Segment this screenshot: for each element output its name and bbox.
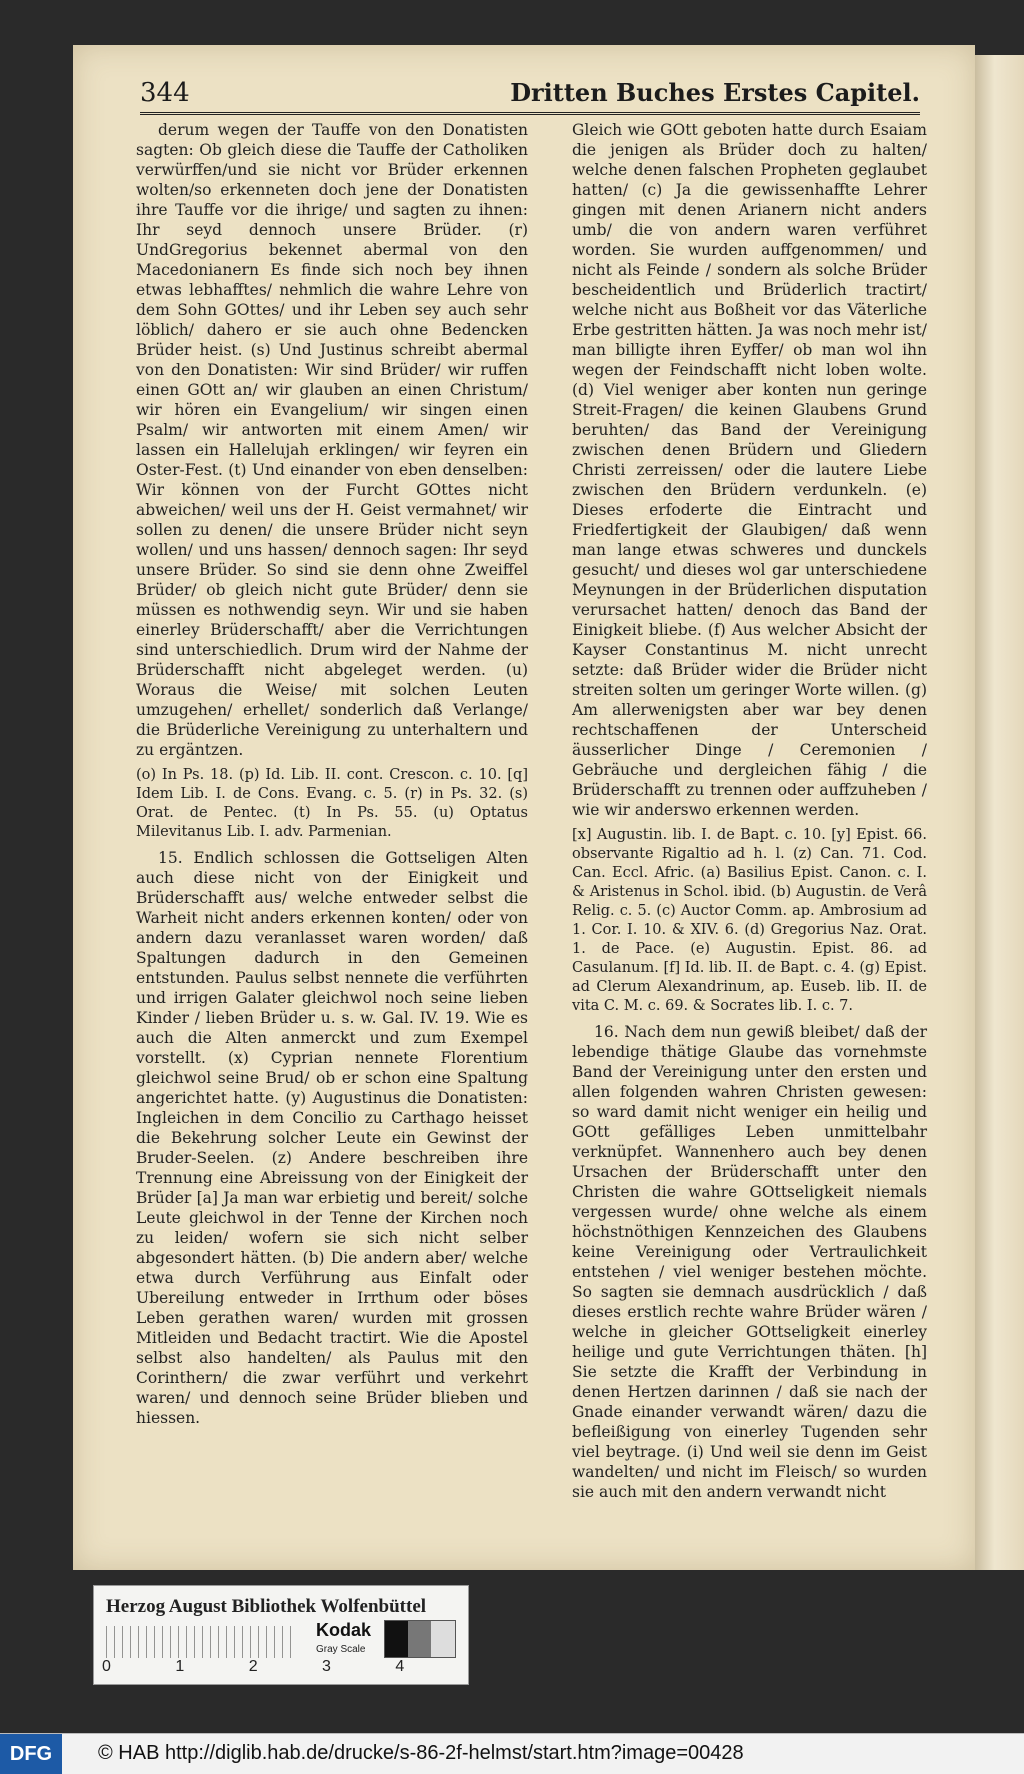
footer-bar (0, 1733, 1024, 1774)
paragraph: 15. Endlich schlossen die Gottseligen Alten auch diese nicht von der Einigkeit und Brüderschafft aus/ welche entweder selbst die Warheit nicht anders erkennen konten/ oder von andern dazu veranlasset waren worden/ daß Spaltungen dadurch in den Gemeinen entstunden. Paulus selbst nennete die verführten und irrigen Galater gleichwol noch seine lieben Kinder / lieben Brüder u. s. w. Gal. IV. 19. Wie es auch die Alten anmerckt und zum Exempel vorstellt. (x) Cyprian nennete Florentium gleichwol seine Brud/ ob er schon eine Spaltung angerichtet hatte. (y) Augustinus die Donatisten: Ingleichen in dem Concilio zu Carthago heisset die Bekehrung solcher Leute ein Gewinst der Bruder-Seelen. (z) Andere beschreiben ihre Trennung eine Abreissung von der Einigkeit der Brüder [a] Ja man war erbietig und bereit/ solche Leute gleichwol in der Tenne der Kirchen noch zu leiden/ wofern sie sich nicht selber abgesondert hätten. (b) Die andern aber/ welche etwa durch Verführung aus Einfalt oder Ubereilung entweder in Irrthum oder böses Leben gerathen waren/ wurden mit grossen Mitleiden und Bedacht tractirt. Wie die Apostel selbst also handelten/ als Paulus mit den Corinthern/ die zwar verführt und verkehrt waren/ und dennoch seine Brüder blieben und hiessen. (136, 849, 528, 1427)
right-text-column (572, 120, 927, 1501)
paragraph: Gleich wie GOtt geboten hatte durch Esaiam die jenigen als Brüder doch zu halten/ welche denen falschen Propheten geglaubet hatten/ (c) Ja die gewissenhaffte Lehrer gingen mit denen Arianern nicht anders umb/ die von andern waren verführet worden. Sie wurden auffgenommen/ und nicht als Feinde / sondern als solche Brüder bescheidentlich und Brüderlich tractirt/ welche nicht aus Boßheit vor das Väterliche Erbe gestritten hätten. Ja was noch mehr ist/ man billigte ihren Eyffer/ ob man wol ihn wegen der Feindschafft nicht loben wolte. (d) Viel weniger aber konten nun geringe Streit-Fragen/ die keinen Glaubens Grund beruhten/ das Band der Vereinigung zwischen denen Brüdern und Gliedern Christi zerreissen/ oder die lautere Liebe zwischen den Brüdern verdunkeln. (e) Dieses erfoderte die Eintracht und Friedfertigkeit der Glaubigen/ daß wenn man lange etwas schweres und dunckels gesucht/ und dieses wol gar unterschiedene Meynungen in der Brüderlichen disputation verursachet hatten/ denoch das Band der Einigkeit bliebe. (f) Aus welcher Absicht der Kayser Constantinus M. nicht unrecht setzte: daß Brüder wider die Brüder nicht streiten solten um geringer Worte willen. (g) Am allerwenigsten aber war bey denen rechtschaffenen der Unterscheid äusserlicher Dinge / Ceremonien / Gebräuche und dergleichen fähig / die Brüderschafft zu trennen oder auffzuheben / wie wir anderswo erkennen werden. (572, 121, 927, 819)
grayscale-swatch (384, 1620, 456, 1658)
ruler-numbers: 0 1 2 3 4 (102, 1658, 435, 1675)
measurement-ruler (106, 1626, 296, 1658)
kodak-logo: Kodak (316, 1620, 372, 1640)
library-color-card (93, 1585, 469, 1685)
page-number: 344 (140, 78, 190, 108)
grayscale-label: Gray Scale (316, 1644, 366, 1655)
running-title: Dritten Buches Erstes Capitel. (510, 78, 920, 107)
footnotes: [x] Augustin. lib. I. de Bapt. c. 10. [y] Epist. 66. observante Rigaltio ad h. l. (z) Can. 71. Cod. Can. Eccl. Afric. (a) Basilius Epist. Canon. c. I. & Aristenus in Schol. ibid. (b) Augustin. de Verâ Relig. c. 5. (c) Auctor Comm. ap. Ambrosium ad 1. Cor. I. 10. & XIV. 6. (d) Gregorius Naz. Orat. 1. de Pace. (e) Augustin. Epist. 86. ad Casulanum. [f] Id. lib. II. de Bapt. c. 4. (g) Epist. ad Clerum Alexandrinum, ap. Euseb. lib. II. de vita C. M. c. 69. & Socrates lib. I. c. 7. (572, 827, 927, 1014)
paragraph: derum wegen der Tauffe von den Donatisten sagten: Ob gleich diese die Tauffe der Catholiken verwürffen/und sie nicht vor Brüder erkennen wolten/so erkenneten doch jene der Donatisten ihre Tauffe vor die ihrige/ und sagten zu ihnen: Ihr seyd dennoch unsere Brüder. (r) UndGregorius bekennet abermal von den Macedonianern Es finde sich noch bey ihnen etwas lebhafftes/ nehmlich die wahre Lehre von dem Sohn GOttes/ und ihr Leben sey auch sehr löblich/ dahero er sie auch ohne Bedencken Brüder heist. (s) Und Justinus schreibt abermal von den Donatisten: Wir sind Brüder/ wir ruffen einen GOtt an/ wir glauben an einen Christum/ wir hören ein Evangelium/ wir singen einen Psalm/ wir antworten mit einem Amen/ wir lassen ein Hallelujah erklingen/ wir feyren ein Oster-Fest. (t) Und einander von eben denselben: Wir können von der Furcht GOttes nicht abweichen/ weil uns der H. Geist vermahnet/ wir sollen zu denen/ die unsere Brüder nicht seyn wollen/ und uns hassen/ dennoch sagen: Ihr seyd unsere Brüder. So sind sie denn ohne Zweiffel Brüder/ ob gleich nicht gute Brüder/ denn sie müssen es nothwendig seyn. Wir und sie haben einerley Brüderschafft/ aber die Verrichtungen sind unterschiedlich. Drum wird der Nahme der Brüderschafft nicht abgeleget werden. (u) Woraus die Weise/ mit solchen Leuten umzugehen/ erhellet/ sonderlich daß Verlange/ die Brüderliche Vereinigung zu unterhaltern und zu ergäntzen. (136, 121, 528, 759)
footnotes: (o) In Ps. 18. (p) Id. Lib. II. cont. Crescon. c. 10. [q] Idem Lib. I. de Cons. Evang. c. 5. (r) in Ps. 32. (s) Orat. de Pentec. (t) In Ps. 55. (u) Optatus Milevitanus Lib. I. adv. Parmenian. (136, 767, 528, 840)
library-name: Herzog August Bibliothek Wolfenbüttel (106, 1596, 427, 1617)
paragraph: 16. Nach dem nun gewiß bleibet/ daß der lebendige thätige Glaube das vornehmste Band der Vereinigung unter den ersten und allen folgenden wahren Christen gewesen: so ward damit nicht weniger ein heilig und GOtt gefälliges Leben unmittelbahr verknüpfet. Wannenhero auch bey denen Ursachen der Brüderschafft unter den Christen die wahre GOttseligkeit niemals vergessen wurde/ ohne welche als einem höchstnöthigen Kennzeichen des Glaubens keine Vereinigung oder Vertraulichkeit entstehen / viel weniger bestehen möchte. So sagten sie demnach ausdrücklich / daß dieses erstlich rechte wahre Brüder wären / welche in gleicher GOttseligkeit einerley heilige und gute Verrichtungen thäten. [h] Sie setzte die Krafft der Verbindung in denen Hertzen darinnen / daß sie nach der Gnade einander verwandt wären/ dazu die befleißigung von einerley Tugenden sehr viel beytrage. (i) Und weil sie denn im Geist wandelten/ und nicht im Fleisch/ so wurden sie auch mit den andern verwandt nicht (572, 1023, 927, 1501)
copyright-link[interactable]: © HAB http://diglib.hab.de/drucke/s-86-2f-helmst/start.htm?image=00428 (98, 1742, 744, 1764)
left-text-column (136, 120, 528, 1465)
dfg-logo: DFG (0, 1734, 62, 1774)
page-header (140, 78, 920, 115)
facing-page-edge (975, 55, 1024, 1570)
